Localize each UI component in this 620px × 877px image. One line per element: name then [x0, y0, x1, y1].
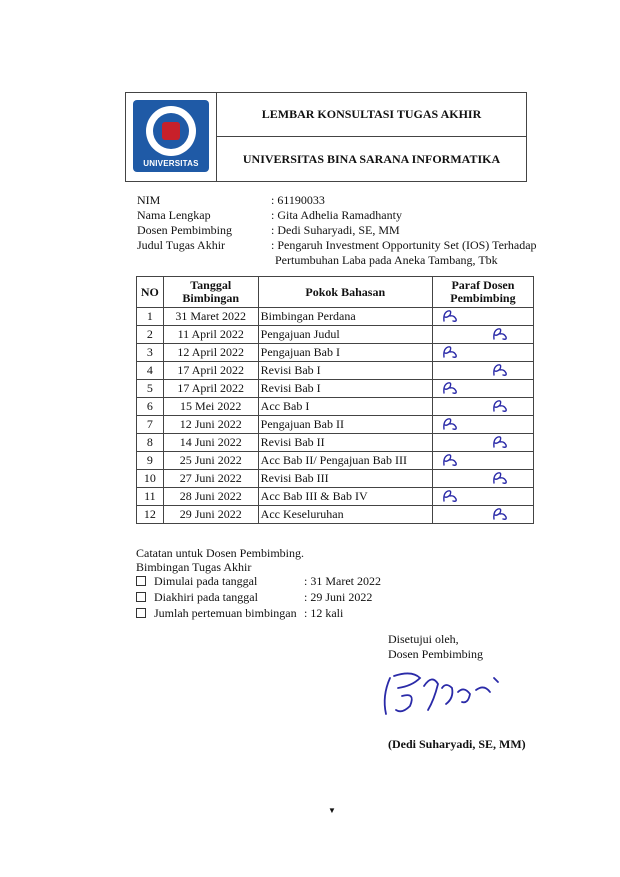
notes-item-count: Jumlah pertemuan bimbingan : 12 kali [136, 606, 304, 622]
row-topic: Acc Bab II/ Pengajuan Bab III [258, 452, 432, 470]
row-date: 25 Juni 2022 [163, 452, 258, 470]
row-number: 6 [137, 398, 164, 416]
row-signature-cell [432, 434, 533, 452]
university-logo [133, 100, 209, 172]
approval-line2: Dosen Pembimbing [388, 647, 483, 661]
row-number: 3 [137, 344, 164, 362]
initial-signature-icon [441, 489, 459, 503]
row-signature-cell [432, 380, 533, 398]
row-signature-cell [432, 416, 533, 434]
row-topic: Acc Keseluruhan [258, 506, 432, 524]
row-topic: Acc Bab I [258, 398, 432, 416]
checkbox-icon [136, 608, 146, 618]
row-signature-cell [432, 362, 533, 380]
page-marker-icon: ▼ [328, 806, 336, 815]
document-title: LEMBAR KONSULTASI TUGAS AKHIR [217, 93, 526, 137]
row-topic: Pengajuan Bab II [258, 416, 432, 434]
initial-signature-icon [441, 309, 459, 323]
institution-name: UNIVERSITAS BINA SARANA INFORMATIKA [242, 151, 501, 166]
table-row [137, 380, 534, 398]
row-topic: Bimbingan Perdana [258, 308, 432, 326]
notes-item-start: Dimulai pada tanggal : 31 Maret 2022 [136, 574, 304, 590]
row-date: 27 Juni 2022 [163, 470, 258, 488]
logo-cell [126, 93, 217, 181]
row-date: 17 April 2022 [163, 362, 258, 380]
row-number: 2 [137, 326, 164, 344]
notes-heading: Catatan untuk Dosen Pembimbing. [136, 546, 304, 560]
row-number: 9 [137, 452, 164, 470]
name-value: : Gita Adhelia Ramadhanty [271, 208, 402, 222]
row-number: 4 [137, 362, 164, 380]
initial-signature-icon [491, 399, 509, 413]
approval-block [388, 632, 483, 662]
row-signature-cell [432, 488, 533, 506]
advisor-value: : Dedi Suharyadi, SE, MM [271, 223, 400, 237]
row-date: 31 Maret 2022 [163, 308, 258, 326]
advisor-notes [136, 546, 381, 622]
nim-value: : 61190033 [271, 193, 325, 207]
row-signature-cell [432, 452, 533, 470]
initial-signature-icon [441, 417, 459, 431]
table-row [137, 362, 534, 380]
checkbox-icon [136, 576, 146, 586]
table-row [137, 434, 534, 452]
row-date: 12 Juni 2022 [163, 416, 258, 434]
row-number: 5 [137, 380, 164, 398]
checkbox-icon [136, 592, 146, 602]
logo-text: UNIVERSITAS [143, 159, 199, 168]
row-date: 11 April 2022 [163, 326, 258, 344]
row-date: 12 April 2022 [163, 344, 258, 362]
table-header-row [137, 277, 534, 308]
header-no: NO [137, 277, 164, 308]
table-row [137, 416, 534, 434]
initial-signature-icon [441, 345, 459, 359]
header-signature: Paraf Dosen Pembimbing [432, 277, 533, 308]
row-number: 8 [137, 434, 164, 452]
table-row [137, 452, 534, 470]
row-number: 10 [137, 470, 164, 488]
row-signature-cell [432, 398, 533, 416]
thesis-title-value: : Pengaruh Investment Opportunity Set (IOS) Terhadap [271, 238, 537, 252]
initial-signature-icon [491, 435, 509, 449]
initial-signature-icon [491, 471, 509, 485]
row-number: 7 [137, 416, 164, 434]
row-signature-cell [432, 326, 533, 344]
table-row [137, 308, 534, 326]
initial-signature-icon [491, 327, 509, 341]
row-signature-cell [432, 308, 533, 326]
initial-signature-icon [441, 453, 459, 467]
document-header [125, 92, 527, 182]
approval-line1: Disetujui oleh, [388, 632, 459, 646]
table-row [137, 488, 534, 506]
advisor-label: Dosen Pembimbing [137, 223, 232, 237]
logo-emblem [146, 106, 196, 156]
row-date: 14 Juni 2022 [163, 434, 258, 452]
row-topic: Revisi Bab III [258, 470, 432, 488]
table-row [137, 326, 534, 344]
initial-signature-icon [441, 381, 459, 395]
advisor-signature [372, 666, 522, 722]
row-date: 29 Juni 2022 [163, 506, 258, 524]
row-topic: Revisi Bab I [258, 362, 432, 380]
row-signature-cell [432, 506, 533, 524]
table-row [137, 470, 534, 488]
nim-label: NIM [137, 193, 161, 207]
thesis-title-value-line2: Pertumbuhan Laba pada Aneka Tambang, Tbk [275, 253, 498, 267]
row-date: 28 Juni 2022 [163, 488, 258, 506]
row-number: 12 [137, 506, 164, 524]
table-row [137, 344, 534, 362]
row-date: 15 Mei 2022 [163, 398, 258, 416]
consultation-table [136, 276, 534, 524]
row-number: 11 [137, 488, 164, 506]
row-topic: Pengajuan Judul [258, 326, 432, 344]
initial-signature-icon [491, 507, 509, 521]
row-signature-cell [432, 344, 533, 362]
table-row [137, 398, 534, 416]
row-date: 17 April 2022 [163, 380, 258, 398]
name-label: Nama Lengkap [137, 208, 211, 222]
row-topic: Acc Bab III & Bab IV [258, 488, 432, 506]
row-topic: Revisi Bab II [258, 434, 432, 452]
table-row [137, 506, 534, 524]
header-topic: Pokok Bahasan [258, 277, 432, 308]
notes-subheading: Bimbingan Tugas Akhir [136, 560, 252, 574]
thesis-title-label: Judul Tugas Akhir [137, 238, 226, 252]
initial-signature-icon [491, 363, 509, 377]
advisor-name: (Dedi Suharyadi, SE, MM) [388, 737, 526, 751]
header-date: Tanggal Bimbingan [163, 277, 258, 308]
table-body [137, 308, 534, 524]
row-number: 1 [137, 308, 164, 326]
row-topic: Revisi Bab I [258, 380, 432, 398]
notes-item-end: Diakhiri pada tanggal : 29 Juni 2022 [136, 590, 304, 606]
row-signature-cell [432, 470, 533, 488]
row-topic: Pengajuan Bab I [258, 344, 432, 362]
